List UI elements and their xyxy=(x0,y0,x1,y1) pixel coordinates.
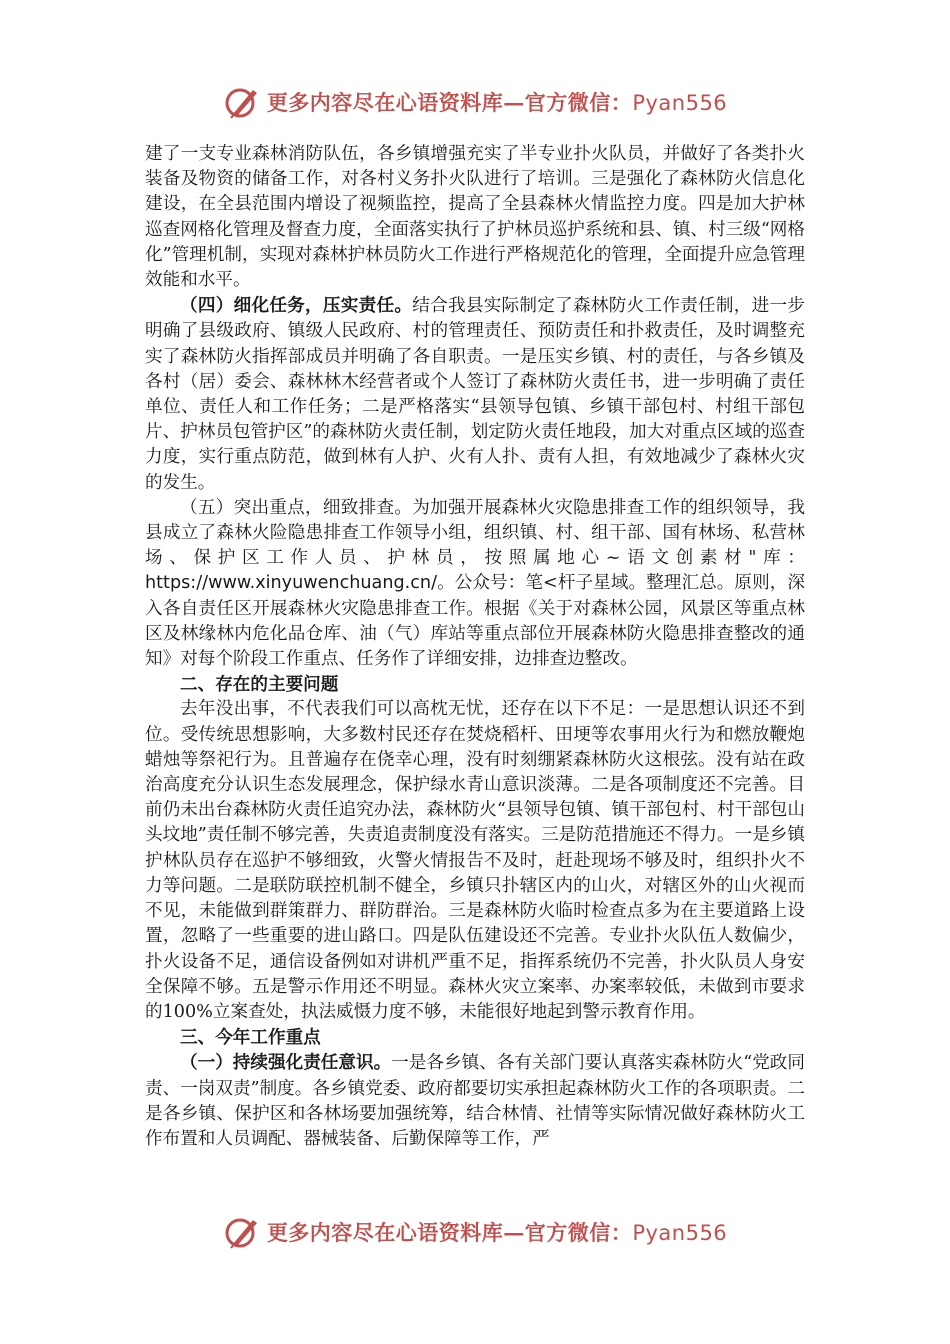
paragraph-lead: （一）持续强化责任意识。 xyxy=(180,1052,392,1074)
paragraph: （四）细化任务，压实责任。结合我县实际制定了森林防火工作责任制，进一步明确了县级政府、镇级人民政府、村的管理责任、预防责任和扑救责任，及时调整充实了森林防火指挥部成员并明确了各自职责。一是压实乡镇、村的责任，与各乡镇及各村（居）委会、森林林木经营者或个人签订了森林防火责任书，进一步明确了责任单位、责任人和工作任务；二是严格落实“县领导包镇、乡镇干部包村、村组干部包片、护林员包管护区”的森林防火责任制，划定防火责任地段，加大对重点区域的巡查力度，实行重点防范，做到林有人护、火有人扑、责有人担，有效地减少了森林火灾的发生。 xyxy=(145,295,805,493)
quill-logo-icon xyxy=(223,84,263,120)
watermark-text: 更多内容尽在心语资料库—官方微信：Pyan556 xyxy=(266,1220,728,1245)
section-heading: 三、今年工作重点 xyxy=(180,1027,321,1049)
paragraph: （一）持续强化责任意识。一是各乡镇、各有关部门要认真落实森林防火“党政同责、一岗双责”制度。各乡镇党委、政府都要切实承担起森林防火工作的各项职责。二是各乡镇、保护区和各林场要加强统筹，结合林情、社情等实际情况做好森林防火工作布置和人员调配、器械装备、后勤保障等工作，严 xyxy=(145,1052,805,1149)
watermark-banner-top xyxy=(0,82,950,122)
paragraph: 建了一支专业森林消防队伍，各乡镇增强充实了半专业扑火队员，并做好了各类扑火装备及物资的储备工作，对各村义务扑火队进行了培训。三是强化了森林防火信息化建设，在全县范围内增设了视频监控，提高了全县森林火情监控力度。四是加大护林巡查网格化管理及督查力度，全面落实执行了护林员巡护系统和县、镇、村三级“网格化”管理机制，实现对森林护林员防火工作进行严格规范化的管理，全面提升应急管理效能和水平。 xyxy=(145,144,805,291)
paragraph-lead: （四）细化任务，压实责任。 xyxy=(180,295,413,317)
wechat-id: Pyan556 xyxy=(632,91,728,115)
paragraph: 去年没出事，不代表我们可以高枕无忧，还存在以下不足：一是思想认识还不到位。受传统思想影响，大多数村民还存在焚烧稻杆、田埂等农事用火行为和燃放鞭炮蜡烛等祭祀行为。且普遍存在侥幸心理，没有时刻绷紧森林防火这根弦。没有站在政治高度充分认识生态发展理念，保护绿水青山意识淡薄。二是各项制度还不完善。目前仍未出台森林防火责任追究办法，森林防火“县领导包镇、镇干部包村、村干部包山头坟地”责任制不够完善，失责追责制度没有落实。三是防范措施还不得力。一是乡镇护林队员存在巡护不够细致，火警火情报告不及时，赶赴现场不够及时，组织扑火不力等问题。二是联防联控机制不健全，乡镇只扑辖区内的山火，对辖区外的山火视而不见，未能做到群策群力、群防群治。三是森林防火临时检查点多为在主要道路上设置，忽略了一些重要的进山路口。四是队伍建设还不完善。专业扑火队伍人数偏少，扑火设备不足，通信设备例如对讲机严重不足，指挥系统仍不完善，扑火队员人身安全保障不够。五是警示作用还不明显。森林火灾立案率、办案率较低，未做到市要求的100%立案查处，执法威慑力度不够，未能很好地起到警示教育作用。 xyxy=(145,699,805,1022)
source-url: https://www.xinyuwenchuang.cn/ xyxy=(145,573,438,594)
wechat-id: Pyan556 xyxy=(632,1221,728,1245)
document-body xyxy=(145,142,805,1152)
section-heading: 二、存在的主要问题 xyxy=(180,674,339,696)
watermark-text: 更多内容尽在心语资料库—官方微信：Pyan556 xyxy=(266,90,728,115)
quill-logo-icon xyxy=(223,1214,263,1250)
watermark-banner-bottom xyxy=(0,1212,950,1252)
paragraph: （五）突出重点，细致排查。为加强开展森林火灾隐患排查工作的组织领导，我县成立了森林火险隐患排查工作领导小组，组织镇、村、组干部、国有林场、私营林场、保护区工作人员、护林员，按照属地心~语文创素材"库：https://www.xinyuwenchuang.cn/。公众号：笔<杆子星域。整理汇总。原则，深入各自责任区开展森林火灾隐患排查工作。根据《关于对森林公园，风景区等重点林区及林缘林内危化品仓库、油（气）库站等重点部位开展森林防火隐患排查整改的通知》对每个阶段工作重点、任务作了详细安排，边排查边整改。 xyxy=(145,497,805,670)
